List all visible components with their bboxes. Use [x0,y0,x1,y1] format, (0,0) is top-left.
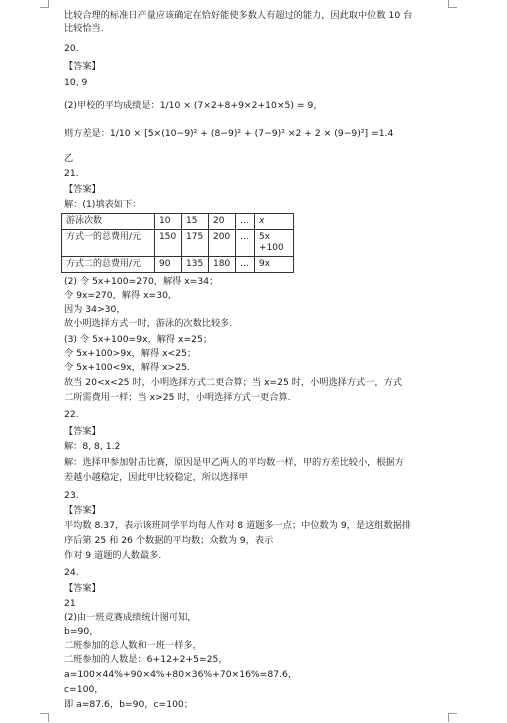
table-cell: 方式一的总费用/元 [62,230,155,257]
text-line: a=100×44%+90×4%+80×36%+70×16%=87.6， [64,669,298,680]
margin-mark-bottom-left [40,713,49,722]
question-number: 21. [64,168,79,179]
table-cell-line: 5x [259,232,271,242]
text-line: 平均数 8.37，表示该班同学平均每人作对 8 道题多一点；中位数为 9，是这组数据排 [64,520,412,531]
formula-line: (2)甲校的平均成绩是：1/10 × (7×2+8+9×2+10×5) = 9， [64,100,323,111]
text-line: 解：(1)填表如下： [64,199,142,210]
table-cell: 150 [155,230,182,257]
question-number: 22. [64,409,79,420]
table-row [62,257,294,273]
table-cell: 10 [155,214,182,230]
text-line: 令 5x+100>9x，解得 x<25； [64,348,197,359]
table-cell: … [236,230,255,257]
text-line: 即 a=87.6，b=90，c=100； [64,699,193,710]
table-cell: 15 [182,214,209,230]
text-line: 令 9x=270，解得 x=30， [64,290,178,301]
answer-heading: 【答案】 [64,61,101,72]
text-line: 故小明选择方式一时，游泳的次数比较多. [64,318,233,329]
text-line: 差越小越稳定，因此甲比较稳定，所以选择甲 [64,472,248,483]
table-row [62,214,294,230]
table-cell [255,230,294,257]
text-line: (2) 令 5x+100=270，解得 x=34； [64,276,219,287]
text-line: 二班参加的总人数和一班一样多， [64,640,202,651]
text-line: b=90， [64,626,99,637]
text-line: (3) 令 5x+100=9x，解得 x=25； [64,334,213,345]
table-row [62,230,294,257]
text-line: (2)由一班竞赛成绩统计图可知， [64,612,197,623]
text-line: 令 5x+100<9x，解得 x>25. [64,362,190,373]
text-line: 二班参加的人数是：6+12+2+5=25， [64,654,228,665]
table-cell: 20 [209,214,236,230]
formula-line: 则方差是：1/10 × [5×(10−9)² + (8−9)² + (7−9)² ×2 + 2 × (9−9)²] =1.4 [64,128,394,139]
question-number: 24. [64,567,79,578]
table-cell: 180 [209,257,236,273]
text-line: 解：选择甲参加射击比赛，原因是甲乙两人的平均数一样，甲的方差比较小，根据方 [64,457,404,468]
table-cell: … [236,214,255,230]
table-cell: 135 [182,257,209,273]
text-line: 解：8, 8, 1.2 [64,441,121,452]
question-number: 23. [64,490,79,501]
text-line: 二所需费用一样；当 x>25 时，小明选择方式一更合算. [64,392,291,403]
table-cell-line: +100 [259,243,284,253]
answer-heading: 【答案】 [64,583,101,594]
table-cell: … [236,257,255,273]
table-cell: 方式二的总费用/元 [62,257,155,273]
margin-mark-top-right [448,0,457,8]
answer-table [61,213,294,273]
text-line: 比较恰当. [64,23,104,34]
text-line: 故当 20<x<25 时，小明选择方式二更合算；当 x=25 时，小明选择方式一，方式 [64,377,402,388]
table-cell: x [255,214,294,230]
answer-heading: 【答案】 [64,505,101,516]
table-cell: 200 [209,230,236,257]
answer-heading: 【答案】 [64,426,101,437]
text-line: 21 [64,598,76,609]
question-number: 20. [64,43,79,54]
table-cell: 游泳次数 [62,214,155,230]
text-line: 作对 9 道题的人数最多. [64,550,162,561]
table-cell: 90 [155,257,182,273]
text-line: 序后第 25 和 26 个数据的平均数；众数为 9，表示 [64,535,274,546]
table-cell: 9x [255,257,294,273]
margin-mark-bottom-right [448,713,457,722]
text-line: 10, 9 [64,77,88,88]
text-line: 因为 34>30， [64,304,126,315]
margin-mark-top-left [40,0,49,8]
text-line: c=100， [64,684,104,695]
text-line: 比较合理的标准日产量应该确定在恰好能使多数人有超过的能力，因此取中位数 10 台 [64,10,413,21]
answer-heading: 【答案】 [64,184,101,195]
table-cell: 175 [182,230,209,257]
text-line: 乙 [64,153,74,164]
